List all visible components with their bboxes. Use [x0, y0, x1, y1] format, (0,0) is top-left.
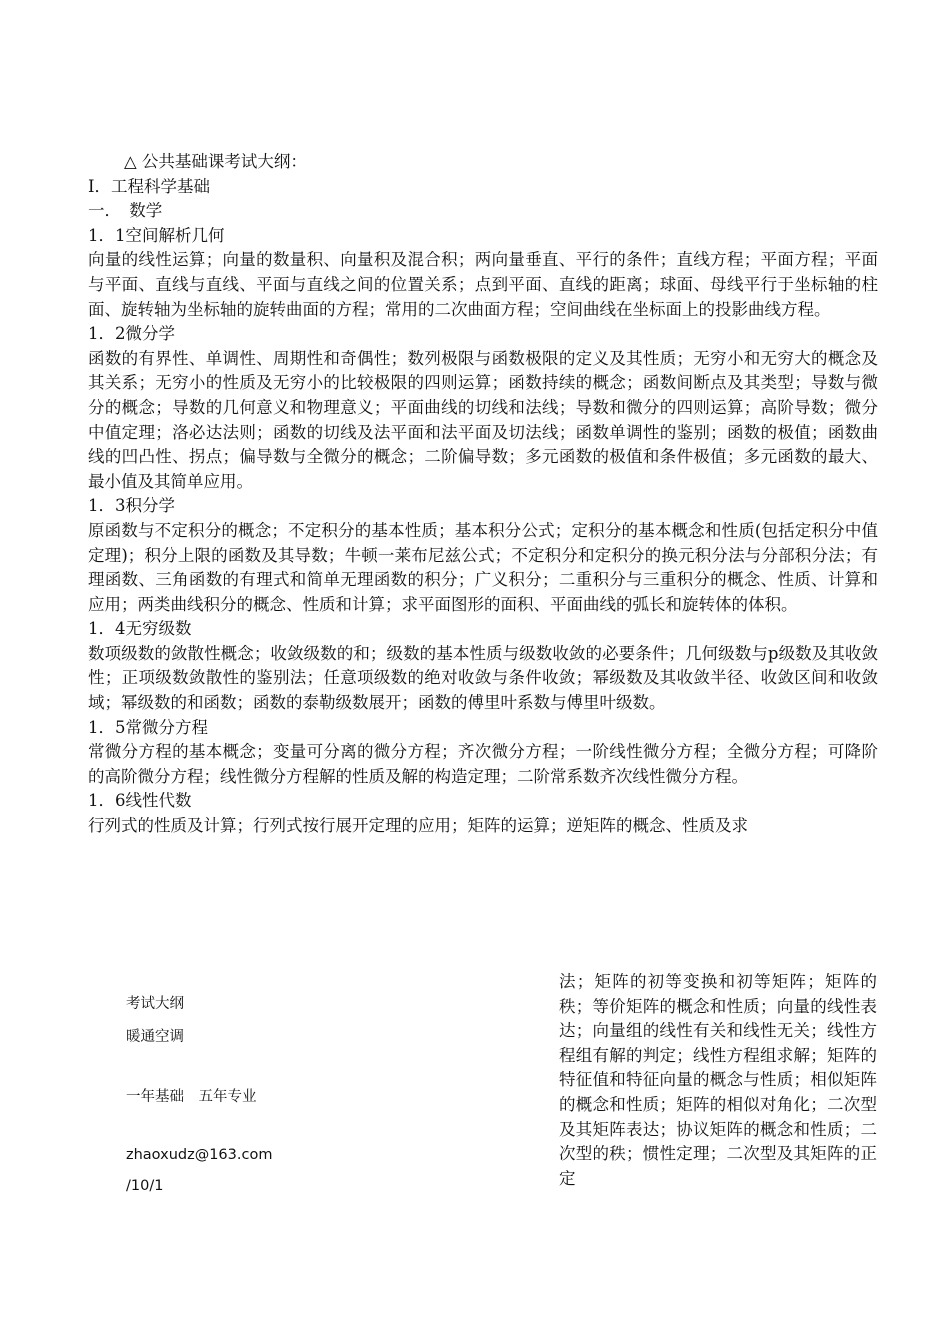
section-heading: 1．6线性代数 [88, 791, 192, 811]
section-heading: 1．2微分学 [88, 324, 175, 344]
section-body: 原函数与不定积分的概念；不定积分的基本性质；基本积分公式；定积分的基本概念和性质(包括定积分中值定理)；积分上限的函数及其导数；牛顿一莱布尼兹公式；不定积分和定积分的换元积分法与分部积分法；有理函数、三角函数的有理式和简单无理函数的积分；广义积分；二重积分与三重积分的概念、性质、计算和应用；两类曲线积分的概念、性质和计算；求平面图形的面积、平面曲线的弧长和旋转体的体积。 [88, 520, 878, 614]
outline-title: △ 公共基础课考试大纲： [124, 152, 307, 171]
section-body: 向量的线性运算；向量的数量积、向量积及混合积；两向量垂直、平行的条件；直线方程；平面方程；平面与平面、直线与直线、平面与直线之间的位置关系；点到平面、直线的距离；球面、母线平行于坐标轴的柱面、旋转轴为坐标轴的旋转曲面的方程；常用的二次曲面方程；空间曲线在坐标面上的投影曲线方程。 [88, 250, 878, 319]
cover-title: 考试大纲 [126, 996, 184, 1012]
section-heading: 1．1空间解析几何 [88, 225, 225, 245]
cover-email: zhaoxudz@163.com [126, 1147, 273, 1163]
section-body: 常微分方程的基本概念；变量可分离的微分方程；齐次微分方程；一阶线性微分方程；全微分方程；可降阶的高阶微分方程；线性微分方程解的性质及解的构造定理；二阶常系数齐次线性微分方程。 [88, 742, 878, 786]
section-heading: 1．3积分学 [88, 496, 175, 516]
continuation-text: 法；矩阵的初等变换和初等矩阵；矩阵的秩；等价矩阵的概念和性质；向量的线性表达；向量组的线性有关和线性无关；线性方程组有解的判定；线性方程组求解；矩阵的特征值和特征向量的概念与性质；相似矩阵的概念和性质；矩阵的相似对角化；二次型及其矩阵表达；协议矩阵的概念和性质；二次型的秩；惯性定理；二次型及其矩阵的正定 [559, 972, 877, 1188]
section-body: 函数的有界性、单调性、周期性和奇偶性；数列极限与函数极限的定义及其性质；无穷小和无穷大的概念及其关系；无穷小的性质及无穷小的比较极限的四则运算；函数持续的概念；函数间断点及其类型；导数与微分的概念；导数的几何意义和物理意义；平面曲线的切线和法线；导数和微分的四则运算；高阶导数；微分中值定理；洛必达法则；函数的切线及法平面和法平面及切法线；函数单调性的鉴别；函数的极值；函数曲线的凹凸性、拐点；偏导数与全微分的概念；二阶偏导数；多元函数的极值和条件极值；多元函数的最大、最小值及其简单应用。 [88, 348, 878, 491]
chapter-title: 一． 数学 [88, 201, 163, 221]
section-heading: 1．5常微分方程 [88, 717, 208, 737]
part-title: I．工程科学基础 [88, 176, 211, 196]
cover-subject: 暖通空调 [126, 1029, 184, 1045]
section-heading: 1．4无穷级数 [88, 619, 192, 639]
section-body: 行列式的性质及计算；行列式按行展开定理的应用；矩阵的运算；逆矩阵的概念、性质及求 [88, 816, 748, 836]
main-text-block [88, 150, 878, 839]
continuation-column [559, 970, 877, 1191]
cover-subtitle: 一年基础 五年专业 [126, 1089, 257, 1105]
cover-date: /10/1 [126, 1178, 164, 1194]
section-body: 数项级数的敛散性概念；收敛级数的和；级数的基本性质与级数收敛的必要条件；几何级数与p级数及其收敛性；正项级数敛散性的鉴别法；任意项级数的绝对收敛与条件收敛；幂级数及其收敛半径、收敛区间和收敛域；幂级数的和函数；函数的泰勒级数展开；函数的傅里叶系数与傅里叶级数。 [88, 643, 878, 713]
